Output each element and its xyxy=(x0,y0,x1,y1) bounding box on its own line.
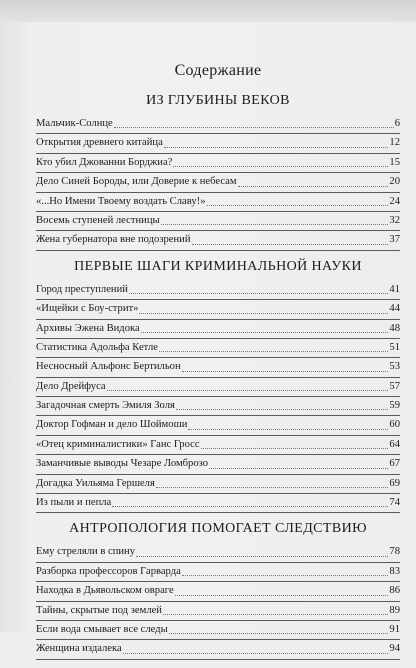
entry-page: 41 xyxy=(389,283,400,295)
toc-entry xyxy=(36,173,400,192)
dot-leader xyxy=(141,331,389,333)
dot-leader xyxy=(169,632,389,634)
toc-entry xyxy=(36,582,400,601)
entry-text: Архивы Эжена Видока xyxy=(36,322,140,334)
table-of-contents xyxy=(36,62,400,668)
entry-page: 12 xyxy=(389,137,400,149)
page-top-shadow xyxy=(0,0,416,22)
entry-page: 78 xyxy=(389,546,400,558)
toc-entry xyxy=(36,378,400,397)
entry-text: Женщина издалека xyxy=(36,643,122,655)
entry-page: 6 xyxy=(394,117,400,129)
entry-page: 69 xyxy=(389,477,400,489)
entry-page: 24 xyxy=(389,195,400,207)
entry-text: Восемь ступеней лестницы xyxy=(36,214,160,226)
dot-leader xyxy=(188,428,388,430)
toc-entry xyxy=(36,416,400,435)
dot-leader xyxy=(238,185,389,187)
toc-entry xyxy=(36,154,400,173)
entry-page: 94 xyxy=(389,643,400,655)
entry-page: 48 xyxy=(389,322,400,334)
entry-page: 53 xyxy=(389,361,400,373)
entry-page: 59 xyxy=(389,400,400,412)
dot-leader xyxy=(176,408,389,410)
dot-leader xyxy=(161,223,389,225)
entry-text: Статистика Адольфа Кетле xyxy=(36,341,158,353)
dot-leader xyxy=(163,613,388,615)
toc-entry xyxy=(36,543,400,562)
entry-text: Дело Синей Бороды, или Доверие к небесам xyxy=(36,176,237,188)
dot-leader xyxy=(192,243,389,245)
dot-leader xyxy=(114,126,394,128)
toc-entry xyxy=(36,455,400,474)
entry-text: Жена губернатора вне подозрений xyxy=(36,234,191,246)
entry-page: 20 xyxy=(389,176,400,188)
entry-text: Несносный Альфонс Бертильон xyxy=(36,361,181,373)
toc-title: Содержание xyxy=(174,62,262,79)
dot-leader xyxy=(159,350,388,352)
entry-page: 37 xyxy=(389,234,400,246)
section-1 xyxy=(36,93,400,251)
entry-text: «Отец криминалистики» Ганс Гросс xyxy=(36,438,200,450)
toc-entry xyxy=(36,621,400,640)
entry-page: 64 xyxy=(389,438,400,450)
entry-text: Мальчик-Солнце xyxy=(36,117,113,129)
entry-text: Тайны, скрытые под землей xyxy=(36,604,162,616)
entry-page: 60 xyxy=(389,419,400,431)
section-title: АНТРОПОЛОГИЯ ПОМОГАЕТ СЛЕДСТВИЮ xyxy=(69,521,367,537)
toc-entry xyxy=(36,397,400,416)
toc-entry xyxy=(36,231,400,250)
toc-entry xyxy=(36,115,400,134)
toc-entry xyxy=(36,193,400,212)
toc-entry xyxy=(36,494,400,513)
dot-leader xyxy=(139,312,388,314)
entry-text: Дело Дрейфуса xyxy=(36,380,106,392)
entry-page: 74 xyxy=(389,497,400,509)
entry-page: 91 xyxy=(389,623,400,635)
toc-entry xyxy=(36,436,400,455)
entry-page: 83 xyxy=(389,565,400,577)
entry-page: 44 xyxy=(389,303,400,315)
section-2 xyxy=(36,259,400,514)
entry-text: «...Но Имени Твоему воздать Славу!» xyxy=(36,195,206,207)
dot-leader xyxy=(175,594,389,596)
section-title: ИЗ ГЛУБИНЫ ВЕКОВ xyxy=(146,93,290,108)
entry-page: 51 xyxy=(389,341,400,353)
toc-entry xyxy=(36,320,400,339)
dot-leader xyxy=(201,447,389,449)
dot-leader xyxy=(182,370,389,372)
entry-text: Заманчивые выводы Чезаре Ломброзо xyxy=(36,458,209,470)
entry-text: Загадочная смерть Эмиля Золя xyxy=(36,400,175,412)
dot-leader xyxy=(123,652,389,654)
toc-entry xyxy=(36,339,400,358)
entry-text: Открытия древнего китайца xyxy=(36,137,163,149)
toc-entry xyxy=(36,563,400,582)
dot-leader xyxy=(209,467,388,469)
entry-page: 86 xyxy=(389,585,400,597)
dot-leader xyxy=(182,574,389,576)
entry-page: 67 xyxy=(389,458,400,470)
entry-text: Догадка Уильяма Гершеля xyxy=(36,477,155,489)
dot-leader xyxy=(156,486,389,488)
entry-text: Кто убил Джованни Борджиа? xyxy=(36,156,173,168)
section-3 xyxy=(36,521,400,659)
toc-entry xyxy=(36,602,400,621)
entry-text: Находка в Дьявольском овраге xyxy=(36,585,174,597)
entry-text: Если вода смывает все следы xyxy=(36,623,168,635)
entry-page: 57 xyxy=(389,380,400,392)
dot-leader xyxy=(129,292,389,294)
toc-entry xyxy=(36,475,400,494)
toc-entry xyxy=(36,134,400,153)
dot-leader xyxy=(136,555,388,557)
dot-leader xyxy=(173,165,388,167)
dot-leader xyxy=(164,146,389,148)
toc-entry xyxy=(36,281,400,300)
entry-text: Из пыли и пепла xyxy=(36,497,112,509)
entry-text: «Ищейки с Боу-стрит» xyxy=(36,303,139,315)
entry-text: Разборка профессоров Гарварда xyxy=(36,565,181,577)
section-title: ПЕРВЫЕ ШАГИ КРИМИНАЛЬНОЙ НАУКИ xyxy=(74,258,362,274)
entry-text: Город преступлений xyxy=(36,283,128,295)
toc-entry xyxy=(36,300,400,319)
entry-text: Ему стреляли в спину xyxy=(36,546,136,558)
toc-entry xyxy=(36,212,400,231)
entry-text: Доктор Гофман и дело Шоймоши xyxy=(36,419,188,431)
toc-entry xyxy=(36,358,400,377)
dot-leader xyxy=(107,389,389,391)
entry-page: 89 xyxy=(389,604,400,616)
entry-page: 15 xyxy=(389,156,400,168)
dot-leader xyxy=(207,204,389,206)
toc-entry xyxy=(36,640,400,659)
dot-leader xyxy=(112,505,388,507)
entry-page: 32 xyxy=(389,214,400,226)
